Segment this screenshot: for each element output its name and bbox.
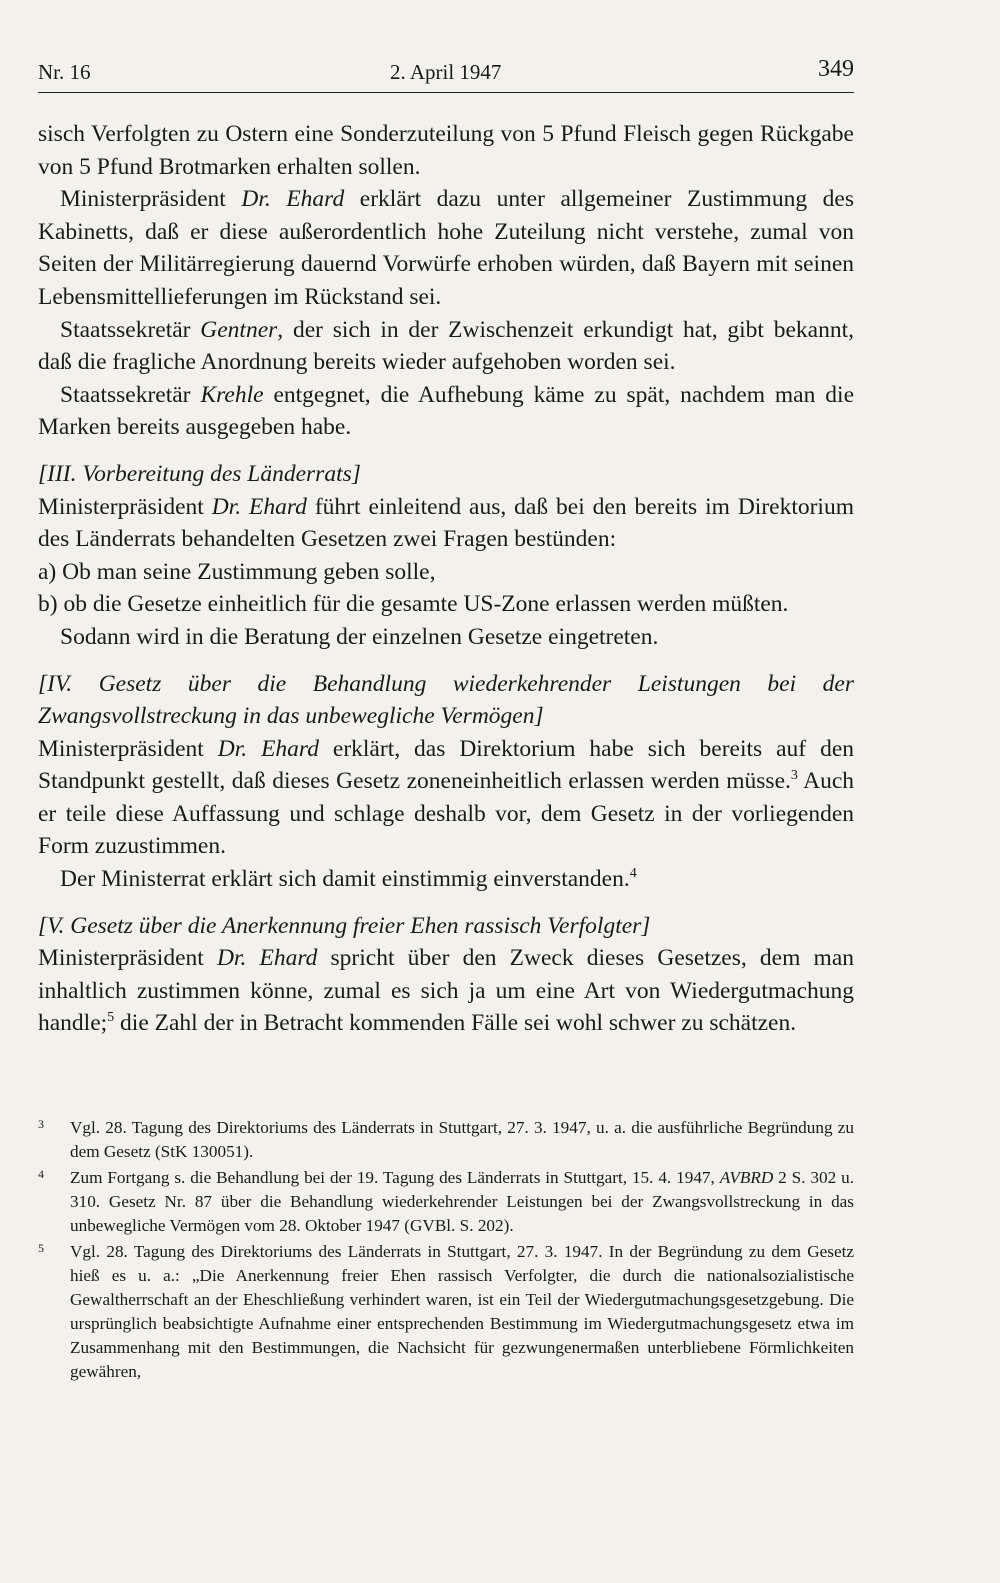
footnote: 3 Vgl. 28. Tagung des Direktoriums des Länderrats in Stuttgart, 27. 3. 1947, u. a. die ausführliche Begründung zu dem Gesetz (StK 130051). xyxy=(38,1116,854,1164)
paragraph: Sodann wird in die Beratung der einzelnen Gesetze eingetreten. xyxy=(60,623,659,650)
section-heading: [III. Vorbereitung des Länderrats] xyxy=(38,460,361,487)
footnote-mark: 4 xyxy=(38,1167,44,1181)
publication-abbrev: AVBRD xyxy=(719,1168,774,1187)
person-name: Dr. Ehard xyxy=(216,945,318,972)
body-text xyxy=(38,118,854,1040)
footnote: 5 Vgl. 28. Tagung des Direktoriums des Länderrats in Stuttgart, 27. 3. 1947. In der Begründung zu dem Gesetz hieß es u. a.: „Die Anerkennung freier Ehen rassisch Verfolgter, die durch die nationalsozialistische Gewaltherrschaft an der Eheschließung verhindert waren, ist ein Teil der Wiedergutmachungsgesetzgebung. Die ursprünglich beabsichtigte Aufnahme einer entsprechenden Bestimmung im Wiedergutmachungsgesetz etwa im Zusammenhang mit den Bestimmungen, die Nachsicht für gezwungenermaßen unterbliebene Förmlichkeiten gewähren, xyxy=(38,1240,854,1384)
person-name: Dr. Ehard xyxy=(241,186,345,213)
paragraph: Ministerpräsident Dr. Ehard führt einleitend aus, daß bei den bereits im Direktorium des Länderrats behandelten Gesetzen zwei Fragen bestünden: xyxy=(38,493,854,553)
paragraph: Ministerpräsident Dr. Ehard spricht über den Zweck dieses Gesetzes, dem man inhaltlich zustimmen könne, zumal es sich ja um eine Art von Wiedergutmachung handle;$^5$ die Zahl der in Betracht kommenden Fälle sei wohl schwer zu schätzen. xyxy=(38,945,854,1037)
footnotes xyxy=(38,1116,854,1386)
list-item: b) ob die Gesetze einheitlich für die gesamte US-Zone erlassen werden müßten. xyxy=(38,591,789,618)
issue-number: Nr. 16 xyxy=(38,60,91,84)
paragraph: Der Ministerrat erklärt sich damit einstimmig einverstanden.$^4$ xyxy=(60,866,637,893)
paragraph: Ministerpräsident Dr. Ehard erklärt, das Direktorium habe sich bereits auf den Standpunkt gestellt, daß dieses Gesetz zoneneinheitlich erlassen werden müsse.$^3$ Auch er teile diese Auffassung und schlage deshalb vor, dem Gesetz in der vorliegenden Form zuzustimmen. xyxy=(38,735,855,860)
person-name: Dr. Ehard xyxy=(211,493,307,520)
page-header xyxy=(38,56,854,93)
section-heading: [IV. Gesetz über die Behandlung wiederkehrender Leistungen bei der Zwangsvollstreckung in das unbewegliche Vermögen] xyxy=(38,670,854,730)
person-name: Gentner xyxy=(200,316,278,343)
paragraph: Ministerpräsident Dr. Ehard erklärt dazu unter allgemeiner Zustimmung des Kabinetts, daß er diese außerordentlich hohe Zuteilung nicht verstehe, zumal von Seiten der Militärregierung dauernd Vorwürfe erhoben würden, daß Bayern mit seinen Lebensmittellieferungen im Rückstand sei. xyxy=(38,186,854,310)
paragraph: Staatssekretär Gentner, der sich in der Zwischenzeit erkundigt hat, gibt bekannt, daß die fragliche Anordnung bereits wieder aufgehoben worden sei. xyxy=(38,316,854,376)
footnote-ref[interactable]: 3 xyxy=(790,768,798,784)
footnote-ref[interactable]: 4 xyxy=(629,866,637,882)
person-name: Krehle xyxy=(200,381,264,408)
footnote: 4 Zum Fortgang s. die Behandlung bei der 19. Tagung des Länderrats in Stuttgart, 15. 4. 1947, AVBRD 2 S. 302 u. 310. Gesetz Nr. 87 über die Behandlung wiederkehrender Leistungen bei der Zwangsvollstreckung in das unbewegliche Vermögen vom 28. Oktober 1947 (GVBl. S. 202). xyxy=(38,1166,854,1238)
footnote-ref[interactable]: 5 xyxy=(107,1010,115,1026)
person-name: Dr. Ehard xyxy=(217,735,319,762)
header-date: 2. April 1947 xyxy=(390,60,502,84)
footnote-mark: 5 xyxy=(38,1241,44,1255)
paragraph: Staatssekretär Krehle entgegnet, die Aufhebung käme zu spät, nachdem man die Marken bereits ausgegeben habe. xyxy=(38,381,854,441)
footnote-mark: 3 xyxy=(38,1117,44,1131)
paragraph: sisch Verfolgten zu Ostern eine Sonderzuteilung von 5 Pfund Fleisch gegen Rückgabe von 5 Pfund Brotmarken erhalten sollen. xyxy=(38,121,854,180)
page-number: 349 xyxy=(818,56,854,82)
list-item: a) Ob man seine Zustimmung geben solle, xyxy=(38,558,436,585)
section-heading: [V. Gesetz über die Anerkennung freier Ehen rassisch Verfolgter] xyxy=(38,912,651,939)
